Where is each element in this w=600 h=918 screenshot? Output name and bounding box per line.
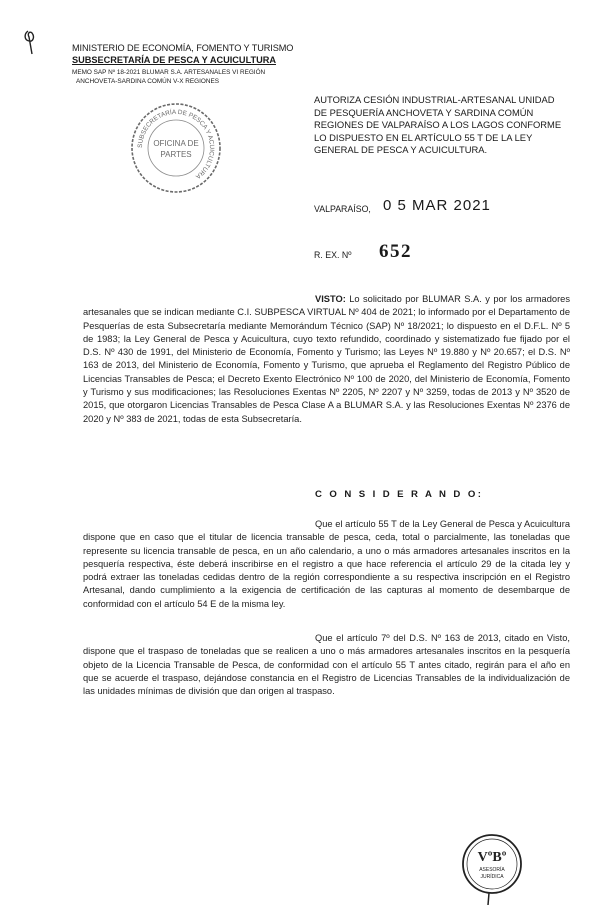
resolution-title: AUTORIZA CESIÓN INDUSTRIAL-ARTESANAL UNIDAD DE PESQUERÍA ANCHOVETA Y SARDINA COMÚN REGIONES DE VALPARAÍSO A LOS LAGOS CONFORME LO DISPUESTO EN EL ARTÍCULO 55 T DE LA LEY GENERAL DE PESCA Y ACUICULTURA. bbox=[314, 94, 562, 155]
resolution-number-label: R. EX. Nº bbox=[314, 250, 352, 260]
subsecretaria-name: SUBSECRETARÍA DE PESCA Y ACUICULTURA bbox=[72, 55, 277, 65]
considerando-heading: C O N S I D E R A N D O: bbox=[315, 489, 484, 500]
vb-line-3: JURÍDICA bbox=[480, 874, 504, 880]
letterhead bbox=[72, 42, 302, 86]
vb-line-2: ASESORÍA bbox=[479, 867, 505, 873]
visto-text: Lo solicitado por BLUMAR S.A. y por los armadores artesanales que se indican mediante C.I. SUBPESCA VIRTUAL Nº 404 de 2021; lo informado por el Departamento de Pesquerías de esta Subsecretaría mediante Memorándum Técnico (SAP) Nº 18/2021; lo dispuesto en el D.F.L. Nº 5 de 1983; la Ley General de Pesca y Acuicultura, cuyo texto refundido, coordinado y sistematizado fue fijado por el D.S. Nº 430 de 1991, del Ministerio de Economía, Fomento y Turismo; las Leyes Nº 19.880 y Nº 20.657; el D.S. Nº 163 de 2013, del Ministerio de Economía, Fomento y Turismo, que aprueba el Reglamento del Registro Público de Licencias Transables de Pesca; el Decreto Exento Electrónico Nº 100 de 2020, del Ministerio de Economía, Fomento y Turismo y sus modificaciones; las Resoluciones Exentas Nº 2205, Nº 2207 y Nº 3259, todas de 2013 y Nº 3520 de 2015, que otorgaron Licencias Transables de Pesca Clase A a BLUMAR S.A. y las Resoluciones Exentas Nº 2376 de 2020 y Nº 383 de 2021, todas de esta Subsecretaría. bbox=[83, 294, 570, 424]
memo-reference: MEMO SAP Nº 18-2021 BLUMAR S.A. ARTESANALES VI REGIÓN bbox=[72, 69, 266, 76]
memo-reference-2: ANCHOVETA-SARDINA COMÚN V-X REGIONES bbox=[76, 78, 219, 85]
stamp-center-1: OFICINA DE bbox=[153, 139, 199, 148]
considerando-paragraph-1: Que el artículo 55 T de la Ley General de Pesca y Acuicultura dispone que en caso que el titular de licencia transable de pesca, ceda, total o parcialmente, las toneladas que represente su licencia transable de pesca, en un año calendario, a uno o más armadores artesanales inscritos en la pesquería respectiva, éste deberá inscribirse en el registro a que hace referencia el artículo 29 de la citada ley y podrá extraer las toneladas cedidas dentro de la región correspondiente a su respectiva inscripción en el Registro Artesanal, dando cumplimiento a la exigencia de certificación de las capturas al momento de desembarque de conformidad con el artículo 54 E de la misma ley. bbox=[83, 519, 570, 609]
visto-label: VISTO: bbox=[315, 294, 346, 304]
oficina-partes-stamp-icon bbox=[128, 100, 224, 196]
visto-bueno-stamp-icon bbox=[460, 832, 524, 896]
stamp-ring-text: SUBSECRETARÍA DE PESCA Y ACUICULTURA bbox=[136, 108, 216, 180]
considerando-paragraph-2: Que el artículo 7º del D.S. Nº 163 de 2013, citado en Visto, dispone que el traspaso de toneladas que se realicen a uno o más armadores artesanales inscritos en la pesquería objeto de la Licencia Transable de Pesca, de conformidad con el artículo 55 T antes citado, regirán para el año en que se acuerde el traspaso, dejándose constancia en el Registro de Licencias Transables de la individualización de las unidades mínimas de división que dan origen al traspaso. bbox=[83, 633, 570, 697]
visto-paragraph bbox=[83, 293, 570, 426]
handwritten-mark-icon bbox=[20, 28, 42, 58]
date-label: VALPARAÍSO, bbox=[314, 204, 371, 214]
initial-mark-icon bbox=[484, 892, 494, 906]
stamp-center-2: PARTES bbox=[160, 150, 192, 159]
ministry-name: MINISTERIO DE ECONOMÍA, FOMENTO Y TURISMO bbox=[72, 43, 294, 53]
resolution-number: 652 bbox=[379, 241, 412, 262]
vb-text: VºBº bbox=[477, 850, 507, 865]
date-value: 0 5 MAR 2021 bbox=[383, 197, 491, 214]
